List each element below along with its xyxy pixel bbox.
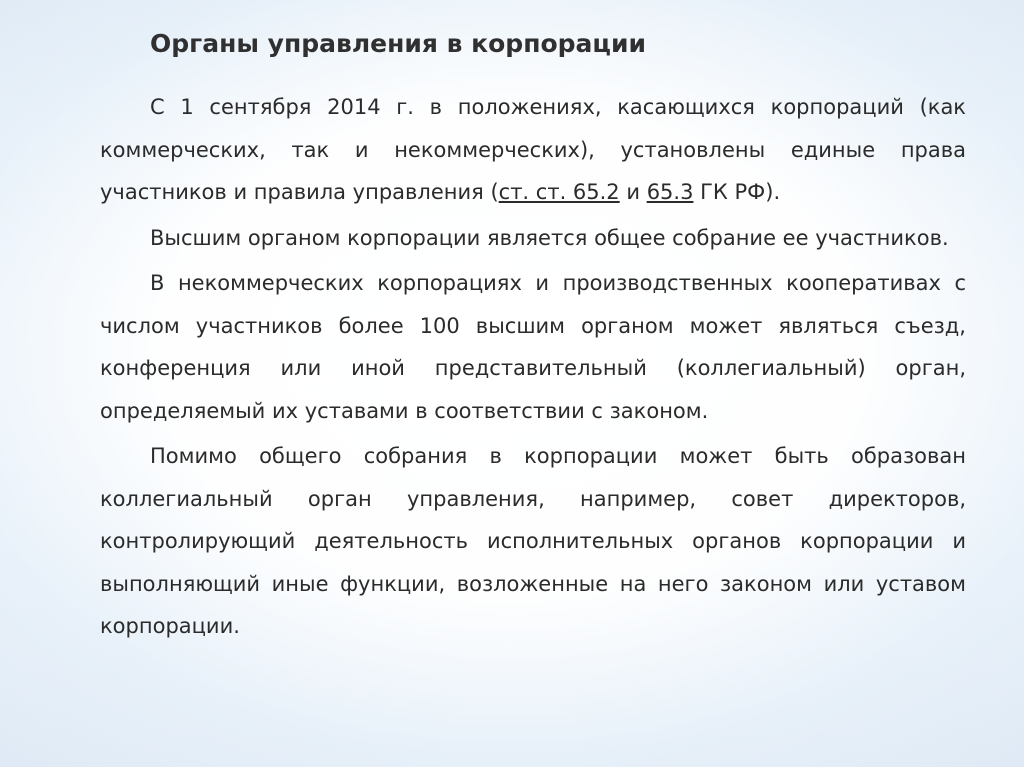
paragraph-collegial-body: Помимо общего собрания в корпорации может быть образован коллегиальный орган управления, например, совет директоров, контролирующий деятельность исполнительных органов корпорации и выполняющий иные функции, возложенные на него законом или уставом корпорации. — [100, 444, 966, 638]
link-article-65-3[interactable]: 65.3 — [646, 180, 694, 204]
paragraph-noncommercial-corporations: В некоммерческих корпорациях и производственных кооперативах с числом участников более 100 высшим органом может являться съезд, конференция или иной представительный (коллегиальный) орган, определяемый их уставами в соответствии с законом. — [100, 271, 966, 423]
paragraph-supreme-body: Высшим органом корпорации является общее собрание ее участников. — [150, 225, 949, 250]
link-article-65-2[interactable]: ст. ст. 65.2 — [498, 180, 620, 204]
paragraph-text: и — [619, 180, 647, 204]
slide-content — [100, 22, 966, 648]
paragraph-text: С 1 сентября 2014 г. в положениях, касающихся корпораций (как коммерческих, так и некоммерческих), установлены единые права участников и правила управления ( — [100, 95, 966, 204]
paragraph-rights-and-rules — [100, 86, 966, 214]
paragraph-text: ГК РФ). — [693, 180, 781, 204]
slide-title: Органы управления в корпорации — [150, 29, 646, 58]
